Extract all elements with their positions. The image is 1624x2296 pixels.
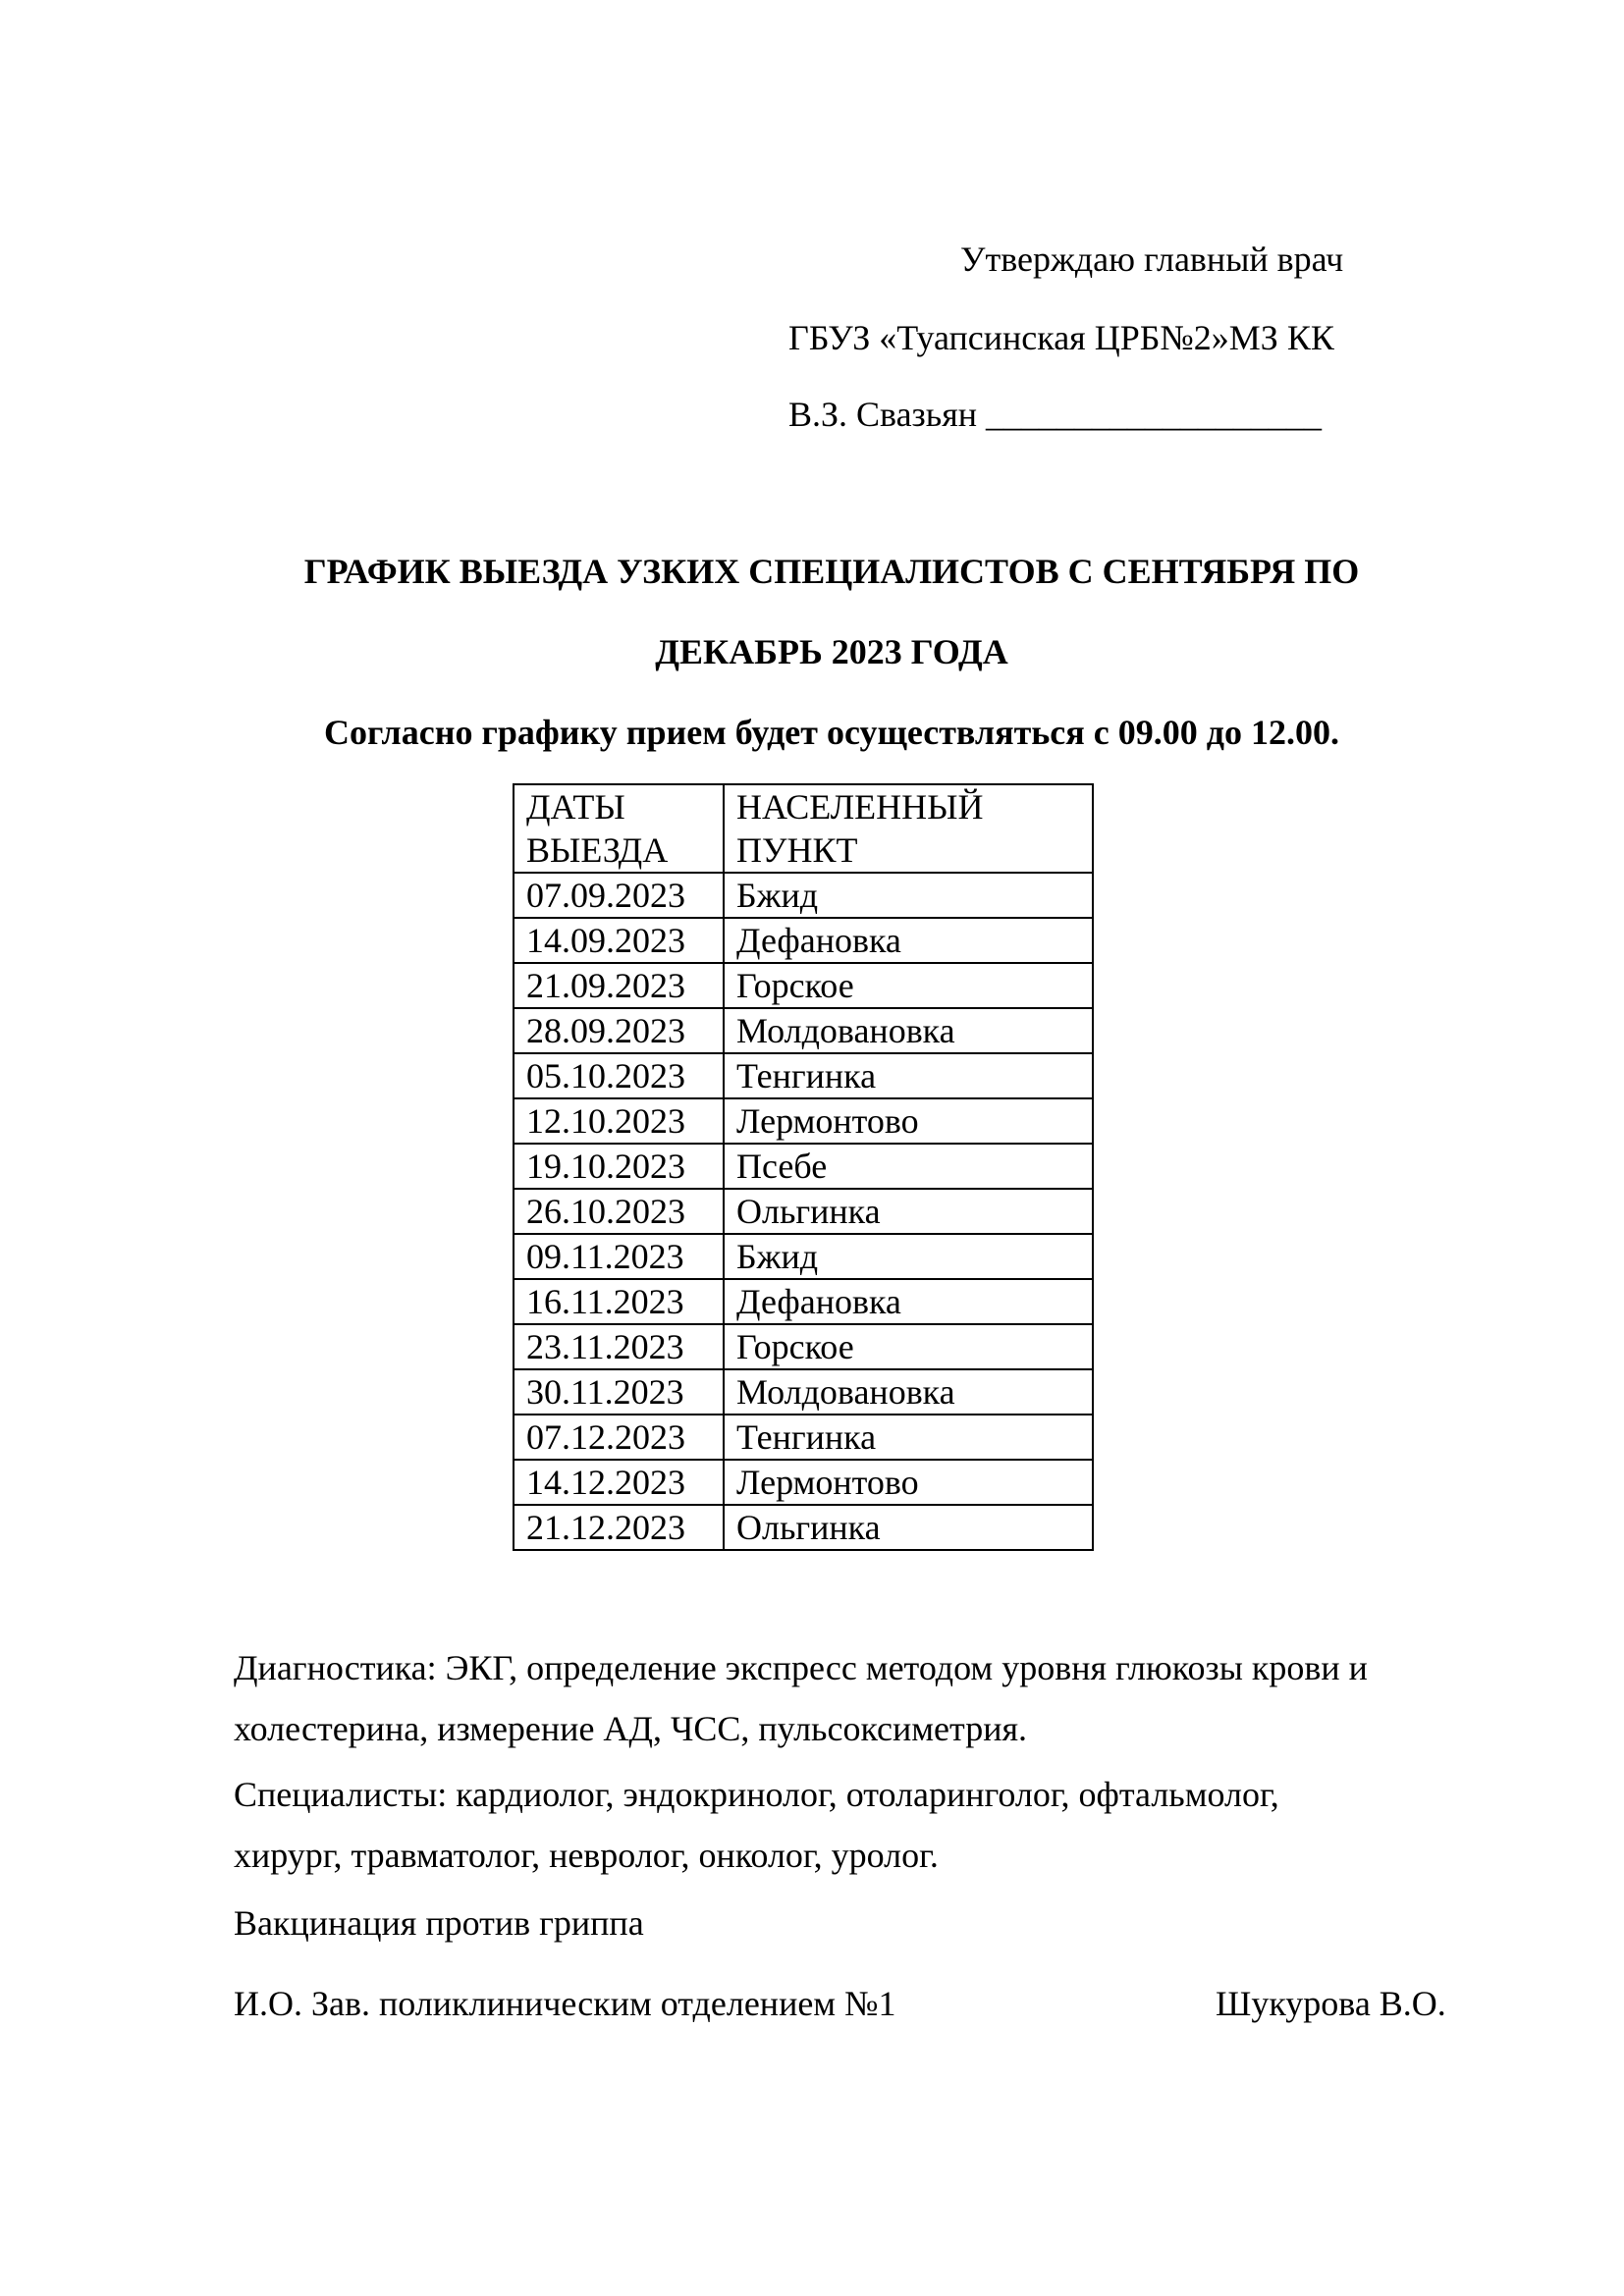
visit-date: 23.11.2023 <box>514 1324 724 1369</box>
settlement: Бжид <box>724 1234 1093 1279</box>
specialists-paragraph <box>234 1764 1279 1886</box>
specialists-line2: хирург, травматолог, невролог, онколог, уролог. <box>234 1836 939 1875</box>
signature-name: Шукурова В.О. <box>1216 1984 1446 2023</box>
settlement: Тенгинка <box>724 1415 1093 1460</box>
visit-date: 07.12.2023 <box>514 1415 724 1460</box>
table-row <box>514 873 1093 918</box>
settlement: Ольгинка <box>724 1505 1093 1550</box>
settlement: Лермонтово <box>724 1460 1093 1505</box>
diagnostics-line1: Диагностика: ЭКГ, определение экспресс методом уровня глюкозы крови и <box>234 1648 1368 1687</box>
approval-organization: ГБУЗ «Туапсинская ЦРБ№2»МЗ КК <box>788 318 1334 357</box>
vaccination-note: Вакцинация против гриппа <box>234 1903 644 1943</box>
table-row <box>514 963 1093 1008</box>
visit-date: 09.11.2023 <box>514 1234 724 1279</box>
settlement: Дефановка <box>724 1279 1093 1324</box>
table-row <box>514 1324 1093 1369</box>
table-row <box>514 1279 1093 1324</box>
visit-date: 21.12.2023 <box>514 1505 724 1550</box>
table-header-row <box>514 784 1093 873</box>
table-row <box>514 1234 1093 1279</box>
approval-signatory: В.З. Свазьян ___________________ <box>788 395 1323 434</box>
visit-date: 21.09.2023 <box>514 963 724 1008</box>
visit-date: 19.10.2023 <box>514 1144 724 1189</box>
visit-date: 16.11.2023 <box>514 1279 724 1324</box>
table-row <box>514 1415 1093 1460</box>
settlement: Молдовановка <box>724 1008 1093 1053</box>
settlement: Псебе <box>724 1144 1093 1189</box>
approval-heading: Утверждаю главный врач <box>960 240 1344 279</box>
visit-date: 14.12.2023 <box>514 1460 724 1505</box>
table-row <box>514 1098 1093 1144</box>
document-title-line1: ГРАФИК ВЫЕЗДА УЗКИХ СПЕЦИАЛИСТОВ С СЕНТЯБРЯ ПО <box>303 552 1360 591</box>
visit-date: 26.10.2023 <box>514 1189 724 1234</box>
diagnostics-line2: холестерина, измерение АД, ЧСС, пульсоксиметрия. <box>234 1709 1028 1748</box>
settlement: Молдовановка <box>724 1369 1093 1415</box>
signature-position: И.О. Зав. поликлиническим отделением №1 <box>234 1984 896 2023</box>
table-row <box>514 1189 1093 1234</box>
table-row <box>514 918 1093 963</box>
settlement: Бжид <box>724 873 1093 918</box>
header-dates-line1: ДАТЫ <box>526 787 625 827</box>
header-place-line1: НАСЕЛЕННЫЙ <box>736 787 984 827</box>
visit-date: 30.11.2023 <box>514 1369 724 1415</box>
table-row <box>514 1053 1093 1098</box>
visit-date: 14.09.2023 <box>514 918 724 963</box>
settlement: Дефановка <box>724 918 1093 963</box>
reception-hours-note: Согласно графику прием будет осуществляться с 09.00 до 12.00. <box>324 713 1339 752</box>
table-row <box>514 1505 1093 1550</box>
schedule-table <box>513 783 1094 1551</box>
table-row <box>514 1008 1093 1053</box>
visit-date: 12.10.2023 <box>514 1098 724 1144</box>
header-dates-line2: ВЫЕЗДА <box>526 830 669 870</box>
settlement: Ольгинка <box>724 1189 1093 1234</box>
header-dates <box>514 784 724 873</box>
settlement: Горское <box>724 963 1093 1008</box>
visit-date: 07.09.2023 <box>514 873 724 918</box>
settlement: Лермонтово <box>724 1098 1093 1144</box>
diagnostics-paragraph <box>234 1637 1368 1759</box>
settlement: Горское <box>724 1324 1093 1369</box>
header-place <box>724 784 1093 873</box>
header-place-line2: ПУНКТ <box>736 830 858 870</box>
table-row <box>514 1460 1093 1505</box>
table-row <box>514 1144 1093 1189</box>
document-title-line2: ДЕКАБРЬ 2023 ГОДА <box>655 632 1008 671</box>
table-row <box>514 1369 1093 1415</box>
specialists-line1: Специалисты: кардиолог, эндокринолог, отоларинголог, офтальмолог, <box>234 1775 1279 1814</box>
visit-date: 28.09.2023 <box>514 1008 724 1053</box>
visit-date: 05.10.2023 <box>514 1053 724 1098</box>
settlement: Тенгинка <box>724 1053 1093 1098</box>
